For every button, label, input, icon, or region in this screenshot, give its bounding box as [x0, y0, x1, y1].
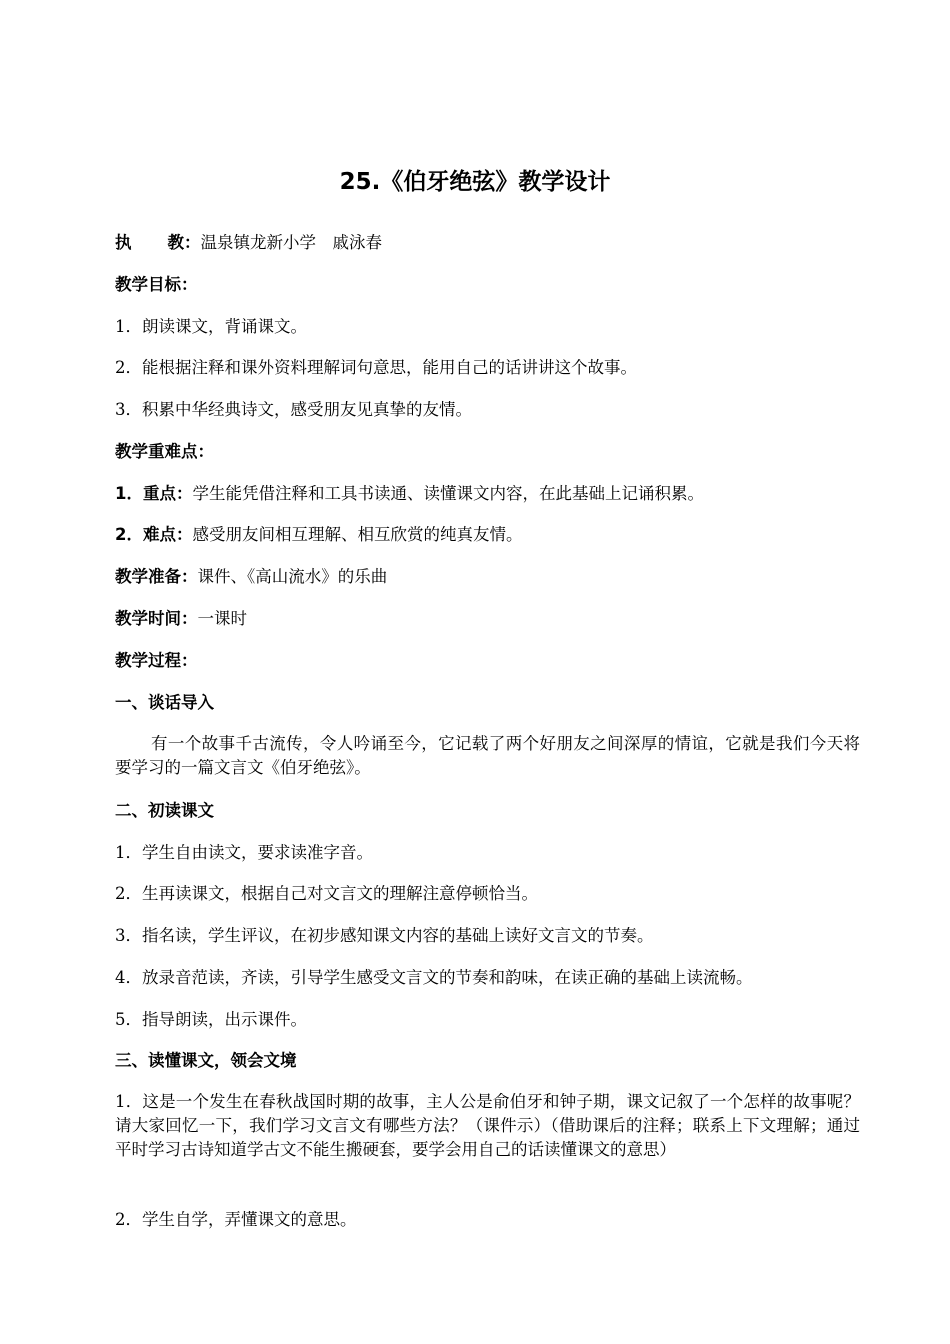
- first-reading-item: 4．放录音范读，齐读，引导学生感受文言文的节奏和韵味，在读正确的基础上读流畅。: [115, 968, 753, 987]
- time-line: [115, 607, 865, 631]
- key-point-item: [115, 482, 865, 506]
- first-reading-item: 5．指导朗读，出示课件。: [115, 1010, 307, 1029]
- key-point-text: 感受朋友间相互理解、相互欣赏的纯真友情。: [192, 525, 523, 544]
- time-text: 一课时: [197, 609, 247, 628]
- intro-paragraph: 有一个故事千古流传，令人吟诵至今，它记载了两个好朋友之间深厚的情谊，它就是我们今天将要学习的一篇文言文《伯牙绝弦》。: [115, 734, 860, 777]
- goal-item: 3．积累中华经典诗文，感受朋友见真挚的友情。: [115, 400, 472, 419]
- preparation-label: 教学准备：: [115, 567, 198, 586]
- key-point-label: 1．重点：: [115, 484, 193, 503]
- section-heading-intro: 一、谈话导入: [115, 693, 214, 712]
- section-heading-understanding: 三、读懂课文，领会文境: [115, 1051, 297, 1070]
- preparation-text: 课件、《高山流水》的乐曲: [197, 567, 388, 586]
- goal-item: 2．能根据注释和课外资料理解词句意思，能用自己的话讲讲这个故事。: [115, 358, 637, 377]
- key-point-label: 2．难点：: [115, 525, 193, 544]
- time-label: 教学时间：: [115, 609, 198, 628]
- key-point-text: 学生能凭借注释和工具书读通、读懂课文内容，在此基础上记诵积累。: [192, 484, 704, 503]
- document-title: 25.《伯牙绝弦》教学设计: [339, 169, 611, 195]
- goals-heading: 教学目标：: [115, 275, 198, 294]
- key-points-heading: 教学重难点：: [115, 442, 214, 461]
- understanding-item: 1．这是一个发生在春秋战国时期的故事，主人公是俞伯牙和钟子期，课文记叙了一个怎样的故事呢？请大家回忆一下，我们学习文言文有哪些方法？（课件示）（借助课后的注释；联系上下文理解；通过平时学习古诗知道学古文不能生搬硬套，要学会用自己的话读懂课文的意思）: [115, 1092, 860, 1159]
- key-point-item: [115, 523, 865, 547]
- first-reading-item: 2．生再读课文，根据自己对文言文的理解注意停顿恰当。: [115, 884, 538, 903]
- teacher-label-left: 执: [115, 233, 132, 252]
- understanding-item: 2．学生自学，弄懂课文的意思。: [115, 1210, 357, 1229]
- first-reading-item: 1．学生自由读文，要求读准字音。: [115, 843, 373, 862]
- teacher-value: 温泉镇龙新小学 戚泳春: [200, 233, 382, 252]
- goal-item: 1．朗读课文，背诵课文。: [115, 317, 307, 336]
- teacher-label-right: 教：: [167, 233, 201, 252]
- section-heading-first-reading: 二、初读课文: [115, 801, 214, 820]
- first-reading-item: 3．指名读，学生评议，在初步感知课文内容的基础上读好文言文的节奏。: [115, 926, 654, 945]
- teacher-line: [115, 231, 865, 255]
- preparation-line: [115, 565, 865, 589]
- process-heading: 教学过程：: [115, 651, 198, 670]
